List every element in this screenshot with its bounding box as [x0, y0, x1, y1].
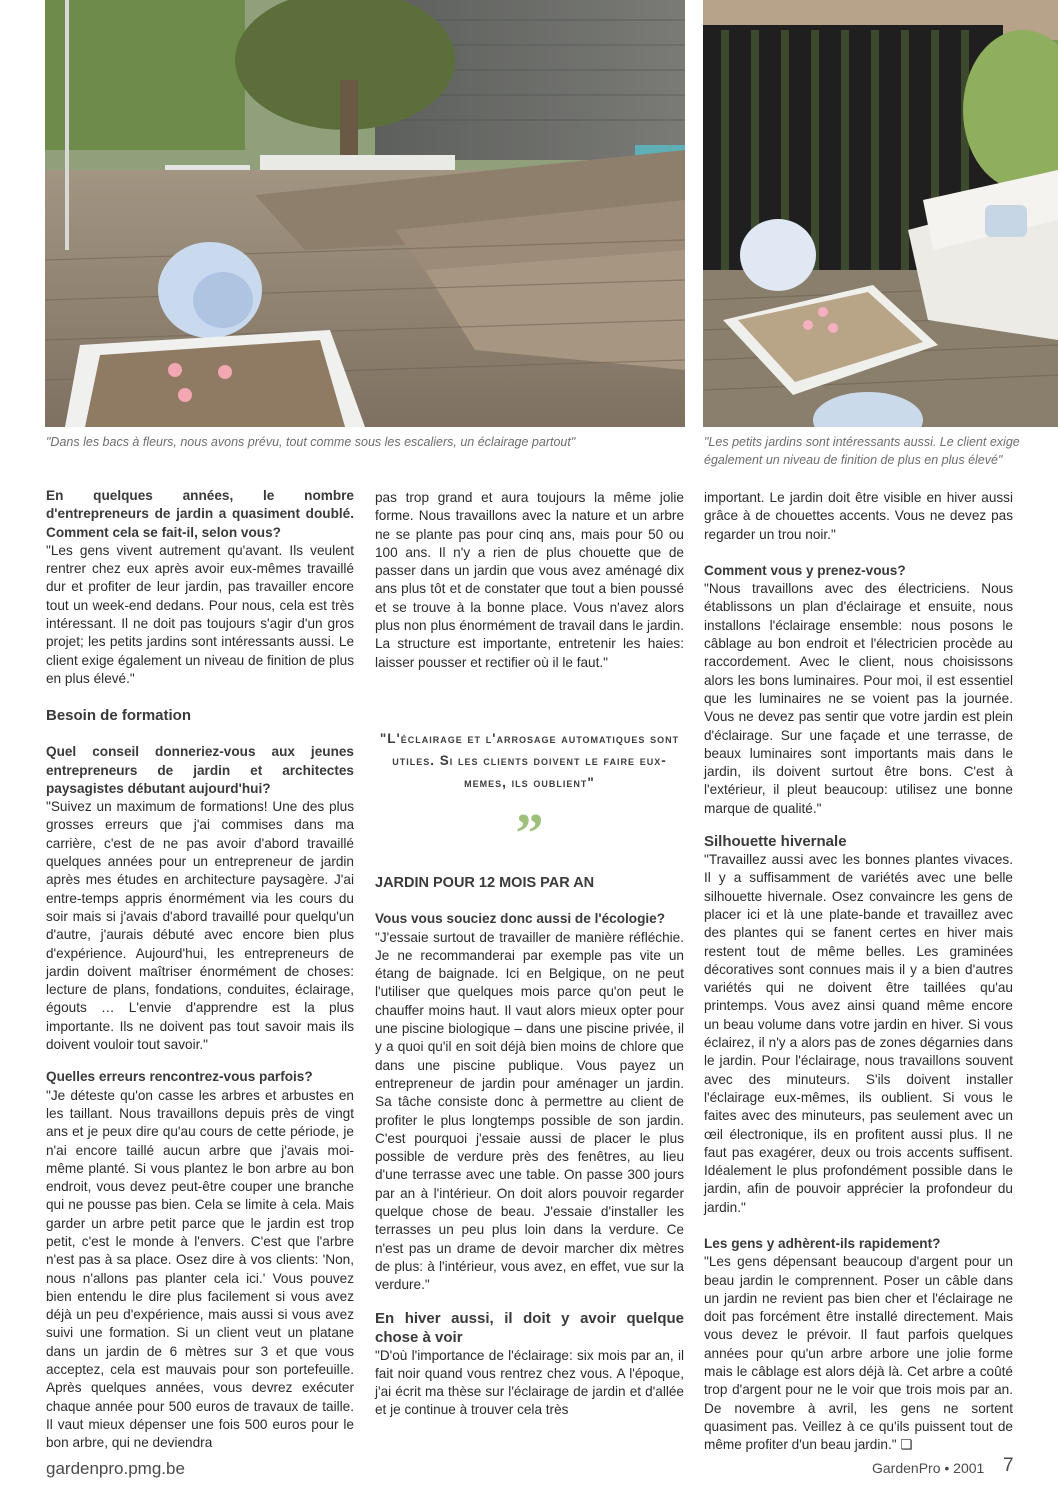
interview-answer — [704, 1253, 1013, 1454]
interview-answer: important. Le jardin doit être visible en hiver aussi grâce à de chouettes accents. Vous ne devez pas regarder un trou noir." — [704, 490, 1013, 542]
interview-answer: "Je déteste qu'on casse les arbres et arbustes en les taillant. Nous travaillons depuis près de vingt ans et je peux dire qu'au cours de cette période, je n'ai encore taillé aucun arbre que j'avais moi-même planté. Si vous plantez le bon arbre au bon endroit, vous devez peut-être couper une branche qui ne pousse pas bien. Cela se limite à cela. Mais garder un arbre petit parce que le jardin est trop petit, c'est le monde à l'envers. C'est que l'arbre n'est pas à sa place. Osez dire à vos clients: 'Non, nous n'allons pas planter cela ici.' Vous pouvez bien entendu le dire plus facilement si vous avez déjà un peu d'expérience, mais aussi si vous avez suivi une formation. Si un client veut un platane dans un jardin de 6 mètres sur 3 et que vous acceptez, cela est mauvais pour son portefeuille. Après quelques années, vous devrez exécuter chaque année pour 500 euros de travaux de taille. Il vaut mieux dépenser une fois 500 euros pour le bon arbre, qui ne deviendra — [46, 1087, 354, 1451]
subheading: En hiver aussi, il doit y avoir quelque chose à voir — [375, 1309, 684, 1346]
interview-question: Quelles erreurs rencontrez-vous parfois? — [46, 1069, 313, 1085]
interview-answer: "Suivez un maximum de formations! Une des plus grosses erreurs que j'ai commises dans ma carrière, c'est de ne pas avoir d'abord travaillé quelques années pour un entrepreneur de jardin après mes études en architecture paysagère. J'ai entre-temps appris énormément via les cours du soir mais si j'avais d'abord travaillé pour quelqu'un d'autre, j'aurais débuté avec encore bien plus d'expérience. Aujourd'hui, les entrepreneurs de jardin doivent maîtriser énormément de choses: lecture de plans, fondations, conduites, éclairage, égouts … L'envie d'apprendre est la plus importante. Ils ne doivent pas tout savoir mais ils doivent vouloir tout savoir." — [46, 799, 354, 1053]
quote-mark-icon: ” — [515, 802, 544, 865]
interview-answer: pas trop grand et aura toujours la même jolie forme. Nous travaillons avec la nature et un arbre ne se plante pas pour cinq ans, mais pour 50 ou 100 ans. Il n'y a rien de plus chouette que de passer dans un jardin que vous avez aménagé dix ans plus tôt et de constater que tout a bien poussé et se trouve à la bonne place. Vous n'avez alors plus non plus énormément de travail dans le jardin. La structure est importante, entretenir les haies: laisser pousser et rectifier où il le faut." — [375, 490, 684, 670]
interview-question: Quel conseil donneriez-vous aux jeunes entrepreneurs de jardin et architectes paysagistes débutant aujourd'hui? — [46, 744, 354, 796]
interview-answer: "Nous travaillons avec des électriciens. Nous établissons un plan d'éclairage et ensuite, nous installons l'éclairage ensemble: nous posons le câblage au bon endroit et l'électricien procède au raccordement. Avec le client, nous choisissons alors les bons luminaires. Pour moi, il est essentiel que les luminaires ne se voient pas la journée. Vous ne devez pas sentir que votre jardin est plein d'éclairage. Sur une façade et une terrasse, de beaux luminaires sont importants mais dans le jardin, ils doivent surtout être bons. C'est à l'extérieur, il pleut beaucoup: utilisez une bonne marque de qualité." — [704, 581, 1013, 816]
interview-answer: "Les gens vivent autrement qu'avant. Ils veulent rentrer chez eux après avoir eux-mêmes travaillé dur et profiter de leur jardin, pas travailler encore tout un week-end dedans. Pour nous, cela est très intéressant. Il ne doit pas toujours s'agir d'un gros projet; les petits jardins sont intéressants aussi. Le client exige également un niveau de finition de plus en plus élevé." — [46, 542, 354, 686]
terrace-photo-right — [703, 0, 1058, 427]
article-column-1 — [46, 487, 354, 1453]
terrace-photo-left — [45, 0, 685, 427]
interview-question: Les gens y adhèrent-ils rapidement? — [704, 1235, 941, 1251]
photo-caption-left: "Dans les bacs à fleurs, nous avons prévu, tout comme sous les escaliers, un éclairage partout" — [46, 435, 576, 449]
terrace-photo-icon — [703, 0, 1058, 427]
subheading: Besoin de formation — [46, 707, 192, 725]
pull-quote: "L'éclairage et l'arrosage automatiques sont utiles. Si les clients doivent le faire eux-memes, ils oublient" — [379, 730, 680, 790]
answer-text: "Les gens dépensant beaucoup d'argent pour un beau jardin le comprennent. Poser un câble dans un jardin ne revient pas bien cher et l'éclairage ne doit pas forcément être installé directement. Mais vous devez le prévoir. Il faut parfois quelques années pour qu'un arbre arbore une jolie forme mais le câblage est alors déjà là. Cet arbre a coûté trop d'argent pour ne le voir que trois mois par an. De novembre à avril, les gens ne sortent quasiment pas. Veillez à ce qu'ils puissent tout de même profiter d'un beau jardin." — [704, 1254, 1013, 1453]
terrace-photo-icon — [45, 0, 685, 427]
interview-question: Comment vous y prenez-vous? — [704, 562, 906, 578]
section-title: JARDIN POUR 12 MOIS PAR AN — [375, 874, 595, 891]
interview-question: Vous vous souciez donc aussi de l'écologie? — [375, 911, 666, 927]
article-column-3 — [704, 489, 1013, 1455]
subheading: Silhouette hivernale — [704, 833, 847, 851]
interview-answer: "Travaillez aussi avec les bonnes plantes vivaces. Il y a suffisamment de variétés avec une belle silhouette hivernale. Osez convaincre les gens de placer ici et là une plate-bande et travaillez avec des plantes qui se fanent certes en hiver mais restent tout de même belles. Les graminées décoratives sont connues mais il y a bien d'autres variétés qui ne doivent être taillées qu'au printemps. Vous avez ainsi quand même encore un beau volume dans votre jardin en hiver. Si vous éclairez, il n'y a alors pas de zones dégarnies dans le jardin. Pour l'éclairage, nous travaillons souvent avec des minuteurs. S'ils doivent installer l'éclairage eux-mêmes, ils oublient. Si vous le faites avec des minuteurs, pas seulement avec un œil électronique, ils en profitent aussi plus. Il ne faut pas exagérer, deux ou trois accents suffisent. Idéalement le plus profondément possible dans le jardin, afin de pouvoir apprécier la profondeur du jardin." — [704, 852, 1013, 1215]
photo-caption-right: "Les petits jardins sont intéressants aussi. Le client exige également un niveau de finition de plus en plus élevé" — [704, 435, 1020, 467]
issue-label: GardenPro • 2001 — [872, 1460, 985, 1476]
interview-answer: "J'essaie surtout de travailler de manière réfléchie. Je ne recommanderai par exemple pas vite un étang de baignade. Ici en Belgique, on ne peut l'utiliser que quelques mois parce qu'on peut le chauffer moins haut. Il vaut alors mieux opter pour une piscine biologique – dans une piscine privée, il y a quoi qu'il en soit déjà bien moins de chlore que dans une piscine publique. Vous payez un entrepreneur de jardin pour aménager un jardin. Sa tâche consiste donc à permettre au client de profiter le plus longtemps possible de son jardin. C'est pourquoi j'essaie aussi de placer le plus possible de verdure près des fenêtres, au lieu d'une terrasse avec une table. On passe 300 jours par an à l'intérieur. On doit alors pouvoir regarder quelque chose de beau. J'essaie d'installer les terrasses un peu plus loin dans la verdure. Ce n'est pas un drame de devoir marcher dix mètres de plus: à l'intérieur, vous avez, en effet, vue sur la verdure." — [375, 929, 684, 1293]
interview-answer: "D'où l'importance de l'éclairage: six mois par an, il fait noir quand vous rentrez chez vous. A l'époque, j'ai écrit ma thèse sur l'éclairage de jardin et d'allée et je continue à trouver cela très — [375, 1347, 684, 1418]
article-column-2 — [375, 489, 684, 1420]
end-mark-icon: ❏ — [900, 1437, 913, 1453]
page-number: 7 — [1003, 1455, 1014, 1476]
interview-question: En quelques années, le nombre d'entrepreneurs de jardin a quasiment doublé. Comment cela se fait-il, selon vous? — [46, 488, 354, 540]
website-link[interactable]: gardenpro.pmg.be — [46, 1459, 185, 1478]
